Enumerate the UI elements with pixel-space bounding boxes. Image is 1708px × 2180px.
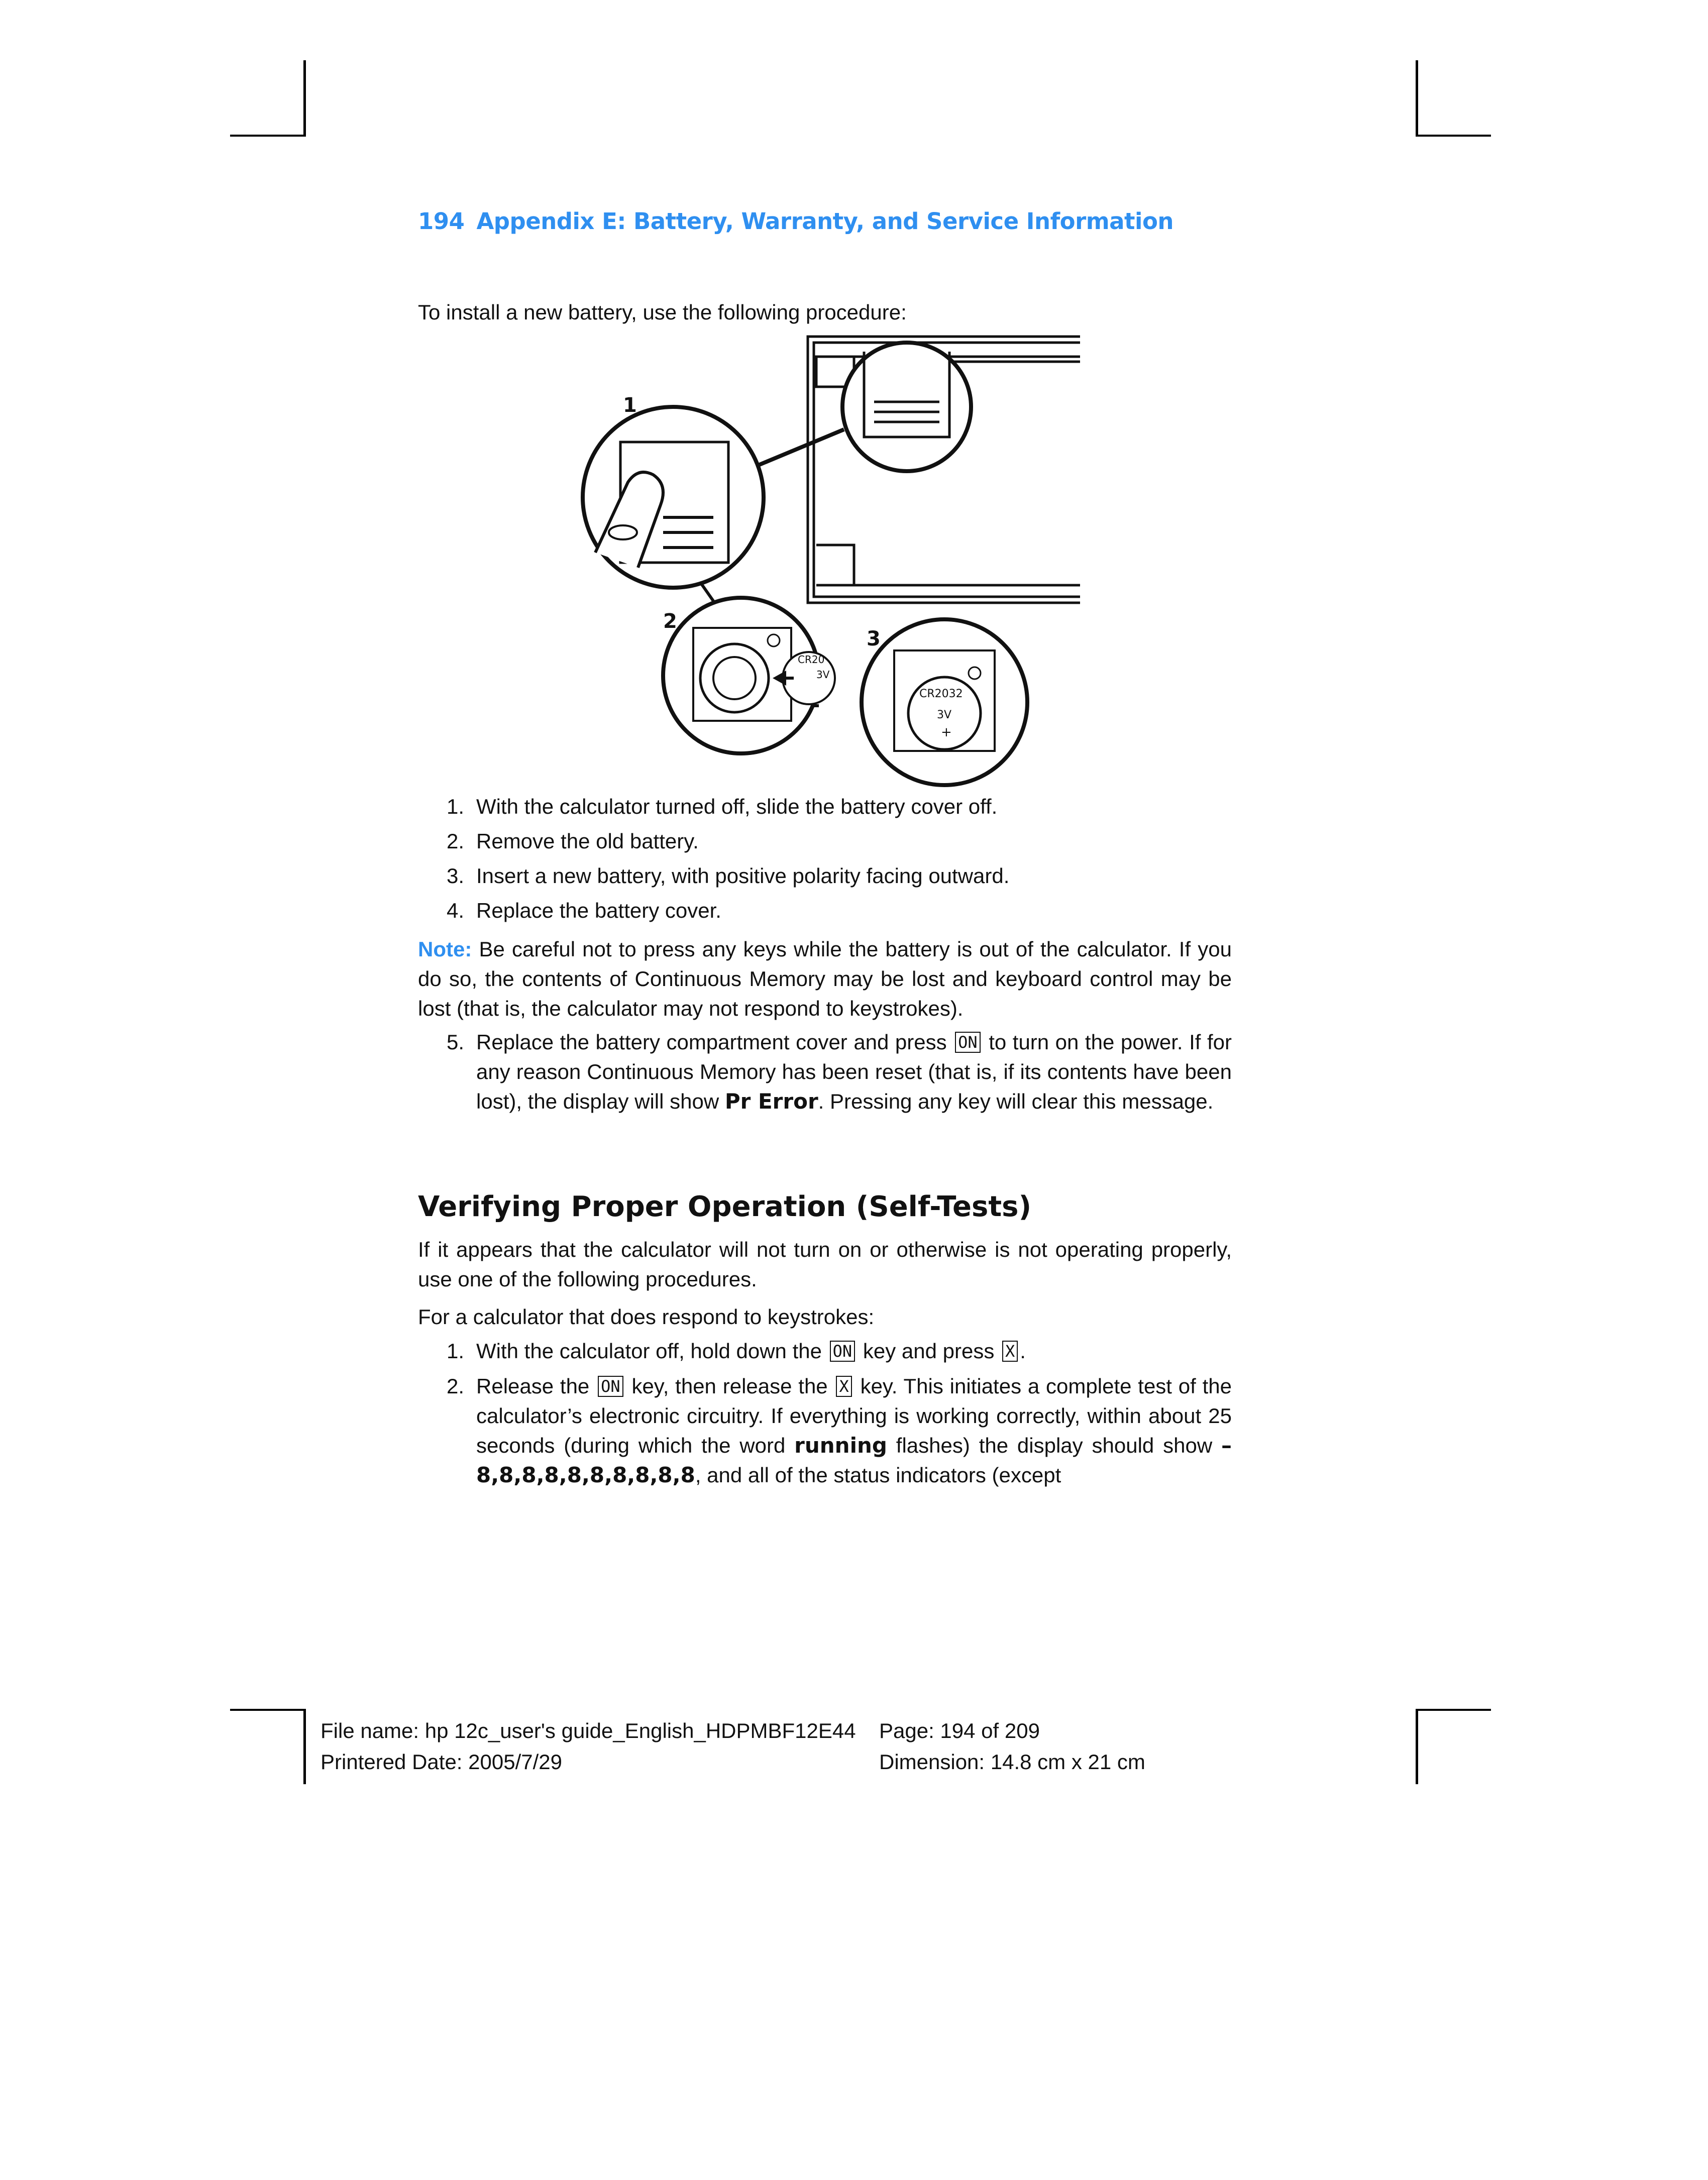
on-key: ON <box>955 1032 981 1053</box>
multiply-key: X <box>836 1376 851 1397</box>
crop-mark <box>303 60 306 137</box>
page-header <box>418 208 1173 235</box>
step-label-3: 3 <box>867 627 881 650</box>
error-message: Pr Error <box>724 1089 818 1114</box>
chapter-title: Appendix E: Battery, Warranty, and Service Information <box>476 208 1173 235</box>
crop-mark <box>1416 1709 1418 1784</box>
footer-printed-date: Printered Date: 2005/7/29 <box>321 1750 562 1774</box>
crop-mark <box>1416 1709 1491 1711</box>
section-paragraph: If it appears that the calculator will not turn on or otherwise is not operating properly, use one of the following procedures. <box>418 1238 1232 1291</box>
voltage-label-a: 3V <box>816 669 830 681</box>
voltage-label-b: 3V <box>937 709 952 721</box>
battery-label-a: CR20 <box>798 653 825 666</box>
footer-file-name: File name: hp 12c_user's guide_English_HDPMBF12E44 <box>321 1719 856 1742</box>
polarity-label: + <box>941 725 952 740</box>
on-key: ON <box>830 1341 856 1362</box>
note-paragraph <box>418 934 1232 1023</box>
multiply-key: X <box>1002 1341 1018 1362</box>
footer-page: Page: 194 of 209 <box>879 1719 1040 1742</box>
zoom-circle <box>842 343 971 471</box>
battery-label-b: CR2032 <box>919 688 963 700</box>
section-paragraph: For a calculator that does respond to keystrokes: <box>418 1305 875 1329</box>
step-label-2: 2 <box>663 610 677 633</box>
battery-installation-figure <box>573 332 1080 794</box>
crop-mark <box>230 1709 306 1711</box>
crop-mark <box>1416 60 1418 137</box>
note-label: Note: <box>418 937 472 961</box>
crop-mark <box>303 1709 306 1784</box>
crop-mark <box>230 135 306 137</box>
page-number: 194 <box>418 208 465 235</box>
display-digits: –8,8,8,8,8,8,8,8,8,8 <box>476 1433 1232 1487</box>
footer-right <box>879 1715 1145 1778</box>
running-word: running <box>794 1433 887 1458</box>
on-key: ON <box>598 1376 623 1397</box>
crop-mark <box>1416 135 1491 137</box>
footer-left <box>321 1715 856 1778</box>
footer-dimension: Dimension: 14.8 cm x 21 cm <box>879 1750 1145 1774</box>
intro-text: To install a new battery, use the following procedure: <box>418 300 907 324</box>
note-text: Be careful not to press any keys while the battery is out of the calculator. If you do so, the contents of Continuous Memory may be lost and keyboard control may be lost (that is, the calculator may not respond to keystrokes). <box>418 937 1232 1020</box>
section-heading: Verifying Proper Operation (Self-Tests) <box>418 1190 1032 1223</box>
step-label-1: 1 <box>623 394 637 417</box>
